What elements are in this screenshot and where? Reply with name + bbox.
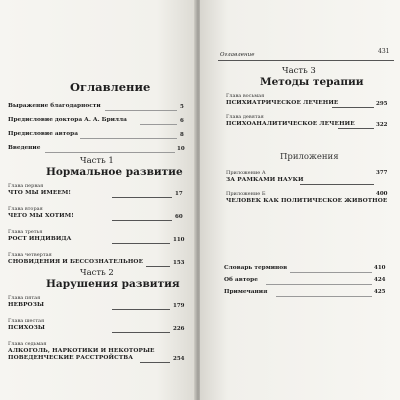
toc-entry-page: 424 — [374, 277, 386, 283]
chapter-rule — [112, 220, 172, 221]
part-title: Нормальное развитие — [46, 166, 183, 178]
dot-leader — [290, 272, 372, 273]
chapter-label: Глава девятая — [226, 114, 264, 120]
chapter-page: 295 — [376, 101, 388, 107]
chapter-label: Глава седьмая — [8, 341, 47, 347]
toc-entry-page: 410 — [374, 265, 386, 271]
part-number: Часть 1 — [80, 156, 114, 166]
part-title: Методы терапии — [260, 76, 364, 88]
toc-entry-title: Предисловие доктора А. А. Брилла — [8, 117, 127, 123]
appendix-label: Приложение Б — [226, 191, 266, 197]
header-rule — [218, 60, 394, 61]
dot-leader — [276, 296, 372, 297]
chapter-label: Глава третья — [8, 229, 43, 235]
chapter-title: ПСИХОЗЫ — [8, 325, 45, 331]
appendix-title: ЧЕЛОВЕК КАК ПОЛИТИЧЕСКОЕ ЖИВОТНОЕ — [226, 198, 388, 204]
toc-entry-page: 425 — [374, 289, 386, 295]
chapter-page: 153 — [173, 260, 185, 266]
chapter-page: 322 — [376, 122, 388, 128]
right-page — [200, 0, 400, 400]
toc-entry-title: Введение — [8, 145, 41, 151]
toc-entry-title: Предисловие автора — [8, 131, 78, 137]
chapter-title: ПСИХИАТРИЧЕСКОЕ ЛЕЧЕНИЕ — [226, 100, 339, 106]
toc-entry-title: Словарь терминов — [224, 265, 288, 271]
part-title: Нарушения развития — [46, 278, 180, 290]
appendix-page: 377 — [376, 170, 388, 176]
chapter-rule — [112, 332, 170, 333]
chapter-title: СНОВИДЕНИЯ И БЕССОЗНАТЕЛЬНОЕ — [8, 259, 144, 265]
appendix-label: Приложение А — [226, 170, 266, 176]
chapter-rule — [112, 197, 172, 198]
appendix-rule — [300, 184, 374, 185]
chapter-label: Глава первая — [8, 183, 44, 189]
toc-entry-title: Примечания — [224, 289, 268, 295]
left-page — [0, 0, 196, 400]
folio: 431 — [378, 48, 390, 55]
dot-leader — [140, 124, 177, 125]
toc-entry-page: 8 — [180, 132, 184, 138]
appendix-title: ЗА РАМКАМИ НАУКИ — [226, 177, 304, 183]
chapter-title: АЛКОГОЛЬ, НАРКОТИКИ И НЕКОТОРЫЕ — [8, 348, 155, 354]
dot-leader — [80, 138, 177, 139]
chapter-page: 110 — [173, 237, 185, 243]
chapter-rule — [332, 107, 374, 108]
chapter-title: ПОВЕДЕНЧЕСКИЕ РАССТРОЙСТВА — [8, 355, 134, 361]
chapter-label: Глава шестая — [8, 318, 45, 324]
toc-entry-page: 5 — [180, 104, 184, 110]
chapter-page: 226 — [173, 326, 185, 332]
chapter-page: 254 — [173, 356, 185, 362]
toc-entry-title: Об авторе — [224, 277, 258, 283]
toc-title: Оглавление — [70, 80, 151, 94]
chapter-label: Глава восьмая — [226, 93, 265, 99]
dot-leader — [266, 284, 372, 285]
chapter-page: 17 — [175, 191, 183, 197]
toc-entry-page: 10 — [177, 146, 185, 152]
appendices-heading: Приложения — [280, 152, 339, 162]
chapter-rule — [140, 362, 170, 363]
chapter-title: НЕВРОЗЫ — [8, 302, 45, 308]
chapter-title: ПСИХОАНАЛИТИЧЕСКОЕ ЛЕЧЕНИЕ — [226, 121, 355, 127]
chapter-label: Глава пятая — [8, 295, 41, 301]
part-number: Часть 3 — [282, 66, 316, 76]
chapter-title: ЧТО МЫ ИМЕЕМ! — [8, 190, 72, 196]
chapter-title: ЧЕГО МЫ ХОТИМ! — [8, 213, 74, 219]
chapter-page: 60 — [175, 214, 183, 220]
chapter-label: Глава четвертая — [8, 252, 52, 258]
toc-entry-page: 6 — [180, 118, 184, 124]
dot-leader — [105, 110, 177, 111]
chapter-page: 179 — [173, 303, 185, 309]
chapter-title: РОСТ ИНДИВИДА — [8, 236, 72, 242]
running-head: Оглавление — [220, 52, 255, 58]
chapter-rule — [112, 309, 170, 310]
appendix-page: 400 — [376, 191, 388, 197]
dot-leader — [45, 152, 175, 153]
part-number: Часть 2 — [80, 268, 114, 278]
chapter-label: Глава вторая — [8, 206, 43, 212]
chapter-rule — [146, 266, 170, 267]
chapter-rule — [338, 128, 374, 129]
chapter-rule — [112, 243, 170, 244]
toc-entry-title: Выражение благодарности — [8, 103, 101, 109]
